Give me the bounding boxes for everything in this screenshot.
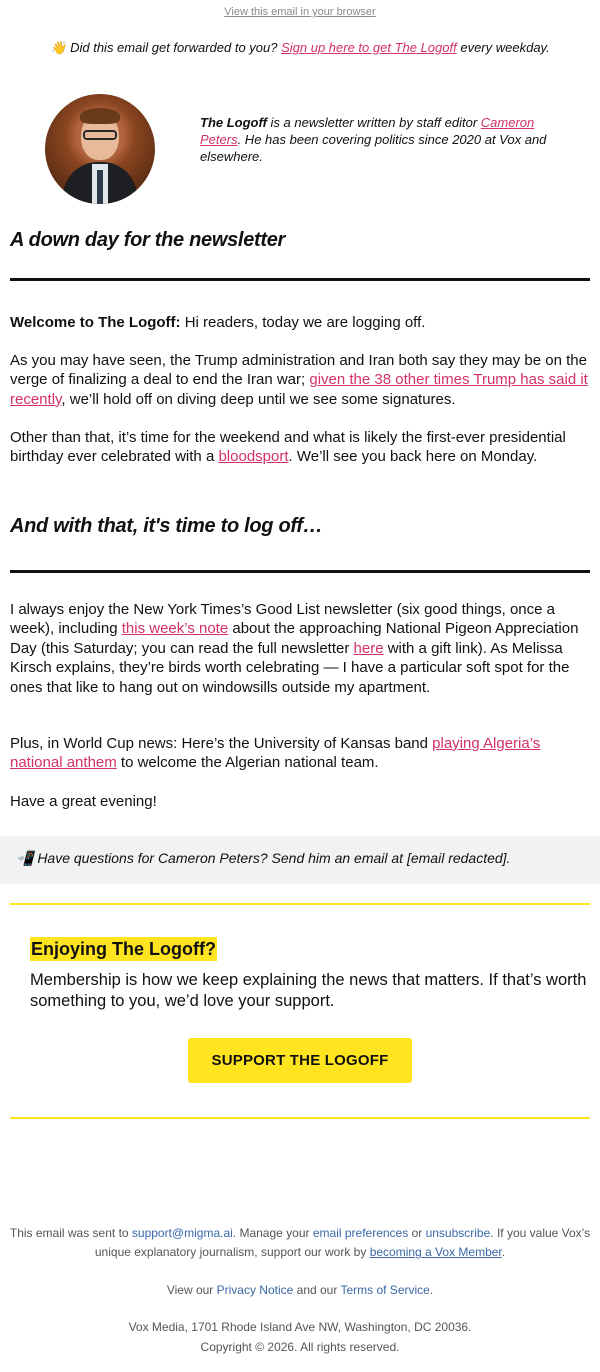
- membership-title: Enjoying The Logoff?: [31, 939, 216, 959]
- good-list-mid: about the approaching National Pigeon Appreciation Day (this Saturday; you can read the full newsletter: [10, 620, 579, 657]
- privacy-notice-link[interactable]: Privacy Notice: [216, 1283, 294, 1297]
- footer-sent-notice: [0, 1224, 600, 1262]
- bloodsport-link[interactable]: bloodsport: [218, 448, 289, 466]
- signup-link[interactable]: Sign up here to get The Logoff: [281, 40, 457, 55]
- footer-or: or: [408, 1226, 426, 1240]
- world-cup-paragraph: [10, 734, 595, 773]
- author-link[interactable]: Cameron Peters: [200, 115, 535, 147]
- footer-value-text: . If you value Vox’s unique explanatory journalism, support our work by: [94, 1226, 591, 1259]
- questions-text: 📲 Have questions for Cameron Peters? Send him an email at [email redacted].: [16, 850, 511, 866]
- weeks-note-link[interactable]: this week’s note: [121, 620, 229, 638]
- bio-mid: is a newsletter written by staff editor: [266, 115, 481, 130]
- author-avatar: [45, 94, 155, 204]
- world-cup-text: Plus, in World Cup news: Here’s the University of Kansas band: [10, 735, 433, 752]
- author-bio: [200, 114, 570, 165]
- world-cup-suffix: to welcome the Algerian national team.: [116, 754, 379, 772]
- good-list-text: I always enjoy the New York Times’s Good List newsletter (six good things, once a week), including: [10, 601, 556, 638]
- membership-bottom-rule: [10, 1117, 590, 1119]
- forwarded-suffix: every weekday.: [456, 40, 550, 55]
- section-divider-2: [10, 570, 590, 573]
- headline-down-day: A down day for the newsletter: [10, 229, 286, 251]
- closing-paragraph: Have a great evening!: [10, 793, 157, 810]
- here-link[interactable]: here: [353, 639, 384, 657]
- iran-paragraph: [10, 351, 595, 409]
- forwarded-prefix: 👋 Did this email get forwarded to you?: [50, 40, 282, 55]
- footer-and-our: and our: [293, 1283, 341, 1297]
- bio-suffix: . He has been covering politics since 2020 at Vox and elsewhere.: [200, 132, 547, 164]
- forwarded-notice: [0, 40, 600, 56]
- view-in-browser-link[interactable]: View this email in your browser: [224, 6, 376, 18]
- welcome-bold: Welcome to The Logoff:: [10, 314, 181, 331]
- support-button[interactable]: SUPPORT THE LOGOFF: [188, 1038, 412, 1083]
- welcome-paragraph: [10, 313, 595, 332]
- footer-email-link[interactable]: support@migma.ai: [131, 1226, 233, 1240]
- iran-text: As you may have seen, the Trump administration and Iran both say they may be on the verge of finalizing a deal to end the Iran war;: [10, 352, 587, 389]
- trump-times-link[interactable]: given the 38 other times Trump has said it recently: [10, 371, 588, 408]
- footer-period: .: [501, 1245, 506, 1259]
- questions-box: [0, 836, 600, 884]
- membership-top-rule: [10, 903, 590, 905]
- anthem-link[interactable]: playing Algeria’s national anthem: [10, 735, 541, 772]
- footer-period-2: .: [429, 1283, 434, 1297]
- footer-address: Vox Media, 1701 Rhode Island Ave NW, Washington, DC 20036.: [128, 1320, 472, 1334]
- vox-member-link[interactable]: becoming a Vox Member: [369, 1245, 502, 1259]
- footer-view-our: View our: [166, 1283, 217, 1297]
- footer-sent-prefix: This email was sent to: [9, 1226, 132, 1240]
- unsubscribe-link[interactable]: unsubscribe: [425, 1226, 491, 1240]
- weekend-text: Other than that, it’s time for the weekend and what is likely the first-ever presidential birthday ever celebrated with a: [10, 429, 566, 466]
- terms-link[interactable]: Terms of Service: [340, 1283, 430, 1297]
- footer-legal-links: [0, 1281, 600, 1300]
- email-preferences-link[interactable]: email preferences: [312, 1226, 409, 1240]
- author-block: [0, 94, 600, 206]
- bio-newsletter-name: The Logoff: [200, 115, 267, 130]
- footer-sent-mid: . Manage your: [232, 1226, 313, 1240]
- welcome-text: Hi readers, today we are logging off.: [180, 314, 426, 331]
- view-in-browser: [0, 6, 600, 18]
- footer-copyright: Copyright © 2026. All rights reserved.: [200, 1340, 400, 1354]
- good-list-paragraph: [10, 600, 595, 697]
- weekend-suffix: . We’ll see you back here on Monday.: [288, 448, 538, 466]
- membership-body: Membership is how we keep explaining the news that matters. If that’s worth something to you, we’d love your support.: [30, 971, 587, 1010]
- iran-suffix: , we’ll hold off on diving deep until we see some signatures.: [61, 390, 456, 408]
- weekend-paragraph: [10, 428, 595, 467]
- headline-log-off: And with that, it's time to log off…: [10, 515, 323, 537]
- good-list-suffix: with a gift link). As Melissa Kirsch explains, they’re birds worth celebrating — I have a particular soft spot for the ones that like to hang out on windowsills outside my apartment.: [10, 639, 570, 696]
- section-divider: [10, 278, 590, 281]
